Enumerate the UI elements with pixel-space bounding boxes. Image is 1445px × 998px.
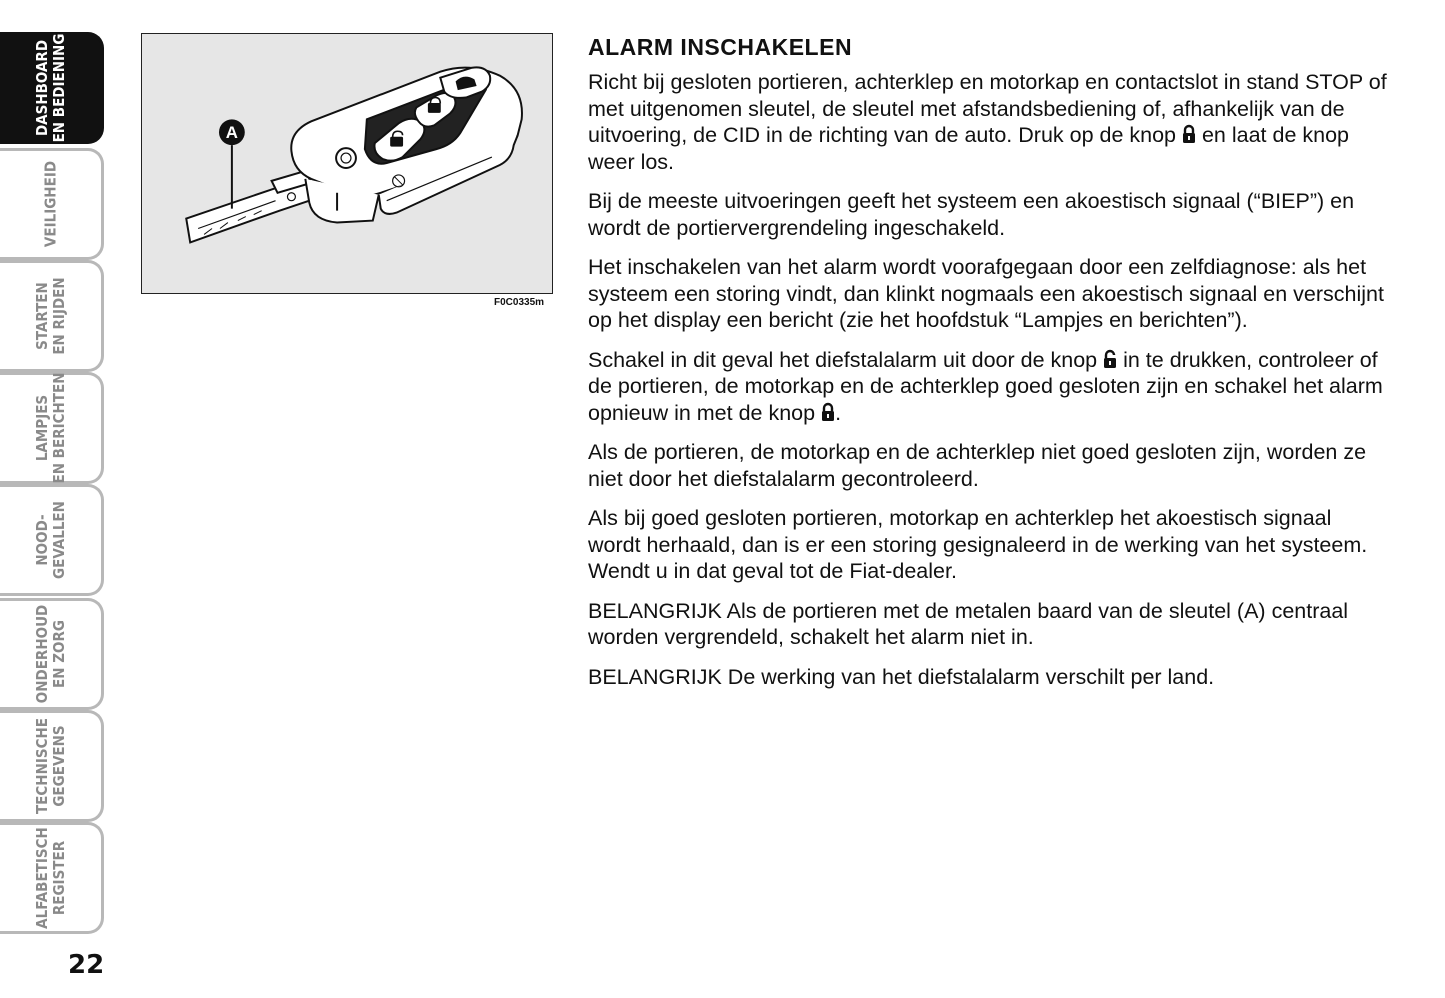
lock-icon: [1182, 124, 1196, 144]
paragraph-3: Het inschakelen van het alarm wordt voorafgegaan door een zelfdiagnose: als het systeem een storing vindt, dan klinkt nogmaals een akoestisch signaal en verschijnt op het display een bericht (zie het hoofdstuk “Lampjes en berichten”).: [588, 255, 1384, 332]
tab-dashboard[interactable]: [0, 32, 104, 144]
tab-label: DASHBOARD EN BEDIENING: [32, 33, 68, 143]
tab-onderhoud[interactable]: [0, 598, 104, 710]
tab-alfabetisch-register[interactable]: [0, 822, 104, 934]
main-content: [588, 34, 1388, 703]
key-remote-icon: [142, 34, 552, 293]
tab-label: VEILIGHEID: [41, 160, 59, 248]
paragraph-4: [588, 347, 1388, 427]
tab-label: TECHNISCHE GEGEVENS: [32, 717, 68, 815]
tab-starten[interactable]: [0, 260, 104, 372]
callout-label: A: [225, 123, 238, 143]
tab-veiligheid[interactable]: [0, 148, 104, 260]
lock-icon: [821, 402, 835, 422]
tab-label: NOOD- GEVALLEN: [32, 501, 68, 579]
callout-a: [219, 119, 245, 208]
paragraph-1: [588, 69, 1388, 175]
paragraph-6: Als bij goed gesloten portieren, motorkap en achterklep het akoestisch signaal wordt herhaald, dan is er een storing gesignaleerd in de werking van het systeem. Wendt u in dat geval tot de Fiat-dealer.: [588, 506, 1368, 583]
tab-label: LAMPJES EN BERICHTEN: [32, 372, 68, 484]
paragraph-4-text-end: .: [835, 400, 842, 425]
tab-label: ONDERHOUD EN ZORG: [32, 604, 68, 704]
paragraph-5: Als de portieren, de motorkap en de achterklep niet goed gesloten zijn, worden ze niet door het diefstalalarm gecontroleerd.: [588, 440, 1367, 491]
tab-lampjes[interactable]: [0, 372, 104, 484]
paragraph-2: Bij de meeste uitvoeringen geeft het systeem een akoestisch signaal (“BIEP”) en wordt de portiervergrendeling ingeschakeld.: [588, 189, 1355, 240]
paragraph-4-text: Schakel in dit geval het diefstalalarm uit door de knop: [588, 347, 1104, 372]
paragraph-7: BELANGRIJK Als de portieren met de metalen baard van de sleutel (A) centraal worden vergrendeld, schakelt het alarm niet in.: [588, 598, 1349, 649]
page-number: 22: [68, 950, 105, 980]
tab-technische-gegevens[interactable]: [0, 710, 104, 822]
key-figure: [141, 33, 553, 294]
tab-noodgevallen[interactable]: [0, 484, 104, 596]
key-blade: [186, 171, 311, 242]
paragraph-1-text: Richt bij gesloten portieren, achterklep en motorkap en contactslot in stand STOP of met uitgenomen sleutel, de sleutel met afstandsbediening of, afhankelijk van de uitvoering, de CID in de richting van de auto. Druk op de knop: [588, 70, 1387, 147]
unlock-icon: [1103, 349, 1117, 369]
tab-label: STARTEN EN RIJDEN: [32, 277, 68, 355]
figure-code: F0C0335m: [494, 297, 545, 308]
paragraph-4-text-mid: in te drukken, controleer of de portieren, de motorkap en de achterklep goed gesloten zijn en schakel het alarm opnieuw in met de knop: [588, 347, 1383, 425]
paragraph-1-text-end: en laat de knop weer los.: [588, 123, 1350, 174]
tab-label: ALFABETISCH REGISTER: [32, 827, 68, 929]
section-title: ALARM INSCHAKELEN: [588, 34, 853, 60]
paragraph-8: BELANGRIJK De werking van het diefstalalarm verschilt per land.: [588, 664, 1215, 689]
